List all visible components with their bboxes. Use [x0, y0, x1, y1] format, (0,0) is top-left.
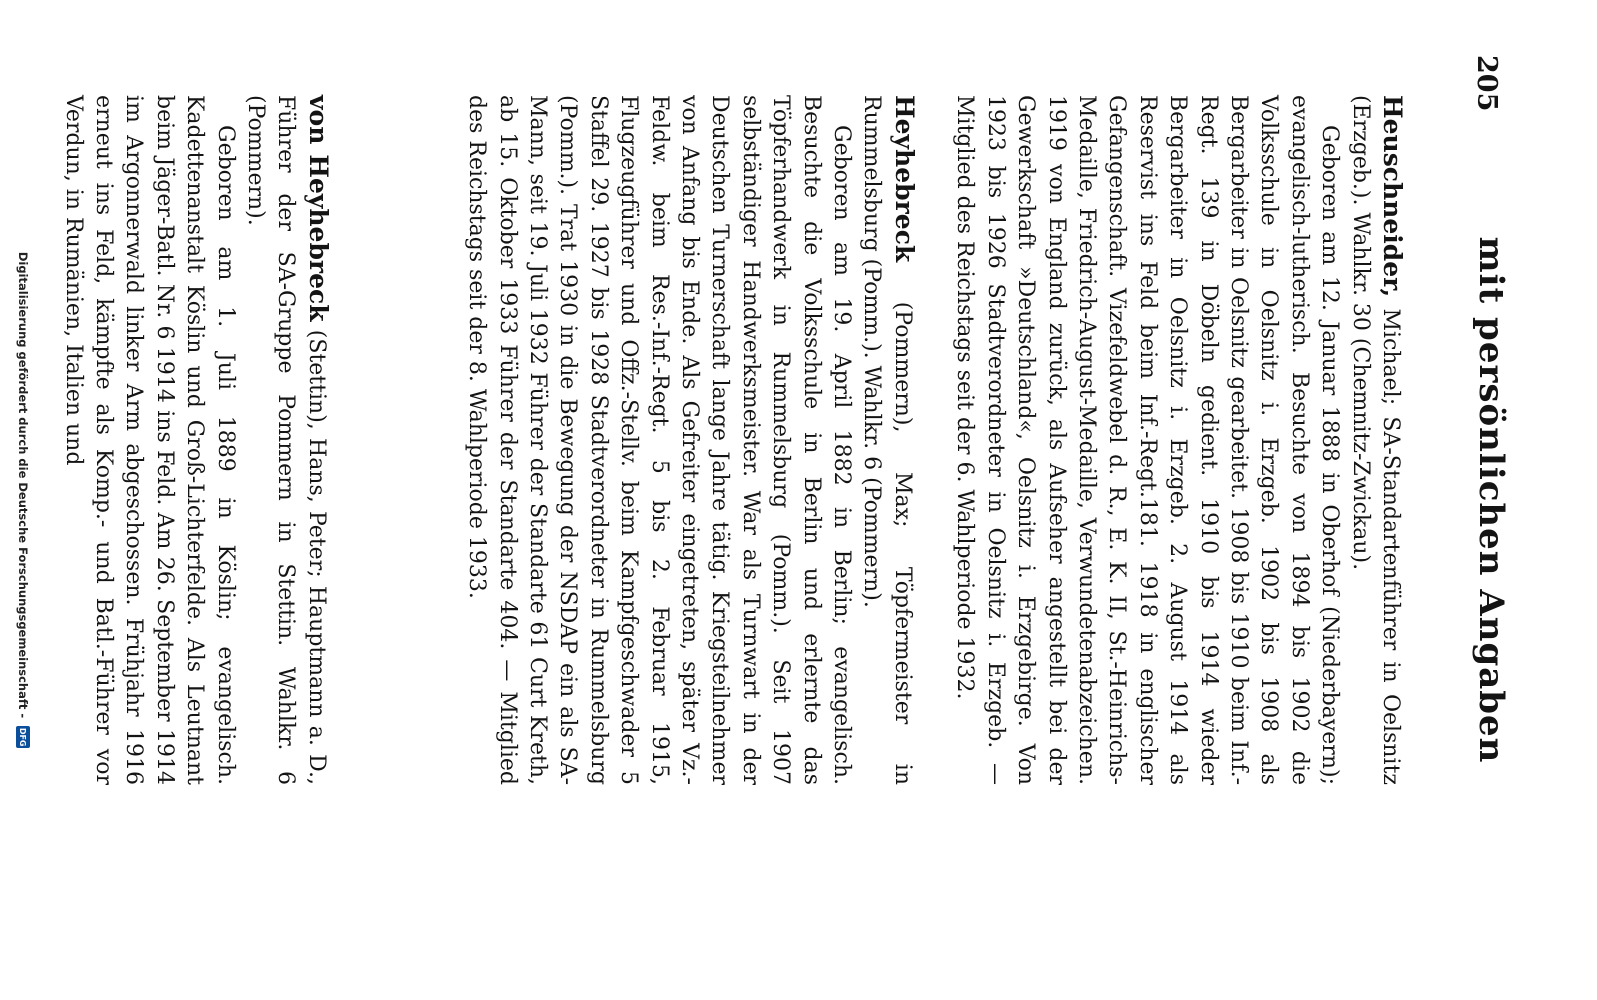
- entry-name: Heuschneider,: [1378, 95, 1407, 298]
- entry-name: von Heyhebreck: [303, 95, 333, 322]
- entry-headline: (Pommern), Max; Töpfermeister in Rummelsburg (Pomm.). Wahlkr. 6 (Pommern).: [859, 95, 915, 785]
- biography-entry: [949, 95, 1407, 785]
- digitization-footer: [9, 0, 37, 1000]
- biography-entry: [57, 95, 333, 785]
- biography-entry: [461, 95, 919, 785]
- entry-body: Geboren am 12. Januar 1888 in Oberhof (Niederbayern); evangelisch-lutherisch. Besuchte von 1894 bis 1902 die Volksschule in Oelsnitz i. Erzgeb. 1902 bis 1908 als Bergarbeiter in Oelsnitz gearbeitet. 1908 bis 1910 beim Inf.-Regt. 139 in Döbeln gedient. 1910 bis 1914 wieder Bergarbeiter in Oelsnitz i. Erzgeb. 2. August 1914 als Reservist ins Feld beim Inf.-Regt.181. 1918 in englischer Gefangenschaft. Vizefeldwebel d. R., E. K. II, St.-Heinrichs-Medaille, Friedrich-August-Medaille, Verwundetenabzeichen. 1919 von England zurück, als Aufseher angestellt bei der Gewerkschaft »Deutschland«, Oelsnitz i. Erzgebirge. Von 1923 bis 1926 Stadtverordneter in Oelsnitz i. Erzgeb. — Mitglied des Reichstags seit der 6. Wahlperiode 1932.: [952, 95, 1343, 785]
- footer-text: Digitalisierung gefördert durch die Deutsche Forschungsgemeinschaft -: [16, 251, 30, 719]
- entry-headline: (Stettin), Hans, Peter; Hauptmann a. D., Führer der SA-Gruppe Pommern in Stettin. Wahlkr. 6 (Pommern).: [243, 95, 329, 785]
- entry-body: Geboren am 19. April 1882 in Berlin; evangelisch. Besuchte die Volksschule in Berlin und erlernte das Töpferhandwerk in Rummelsburg (Pomm.). Seit 1907 selbständiger Handwerksmeister. War als Turnwart in der Deutschen Turnerschaft lange Jahre tätig. Kriegsteilnehmer von Anfang bis Ende. Als Gefreiter eingetreten, später Vz.-Feldw. beim Res.-Inf.-Regt. 5 bis 2. Februar 1915, Flugzeugführer und Offz.-Stellv. beim Kampfgeschwader 5 Staffel 29. 1927 bis 1928 Stadtverordneter in Rummelsburg (Pomm.). Trat 1930 in die Bewegung der NSDAP ein als SA-Mann, seit 19. Juli 1932 Führer der Standarte 61 Curt Kreth, ab 15. Oktober 1933 Führer der Standarte 404. — Mitglied des Reichstags seit der 8. Wahlperiode 1933.: [464, 95, 855, 785]
- entry-headline: Michael; SA-Standartenführer in Oelsnitz (Erzgeb.). Wahlkr. 30 (Chemnitz-Zwickau).: [1347, 95, 1403, 785]
- page-number: 205: [1471, 55, 1502, 112]
- biography-entries: [21, 95, 1407, 785]
- entry-body: Geboren am 1. Juli 1889 in Köslin; evangelisch. Kadettenanstalt Köslin und Groß-Lichterfelde. Als Leutnant beim Jäger-Batl. Nr. 6 1914 ins Feld. Am 26. September 1914 im Argonnerwald linker Arm abgeschossen. Frühjahr 1916 erneut ins Feld, kämpfte als Komp.- und Batl.-Führer vor Verdun, in Rumänien, Italien und: [60, 95, 238, 785]
- dfg-logo-icon: DFG: [16, 726, 30, 748]
- running-head: mit persönlichen Angaben: [1471, 236, 1511, 764]
- entry-name: Heyhebreck: [889, 95, 919, 263]
